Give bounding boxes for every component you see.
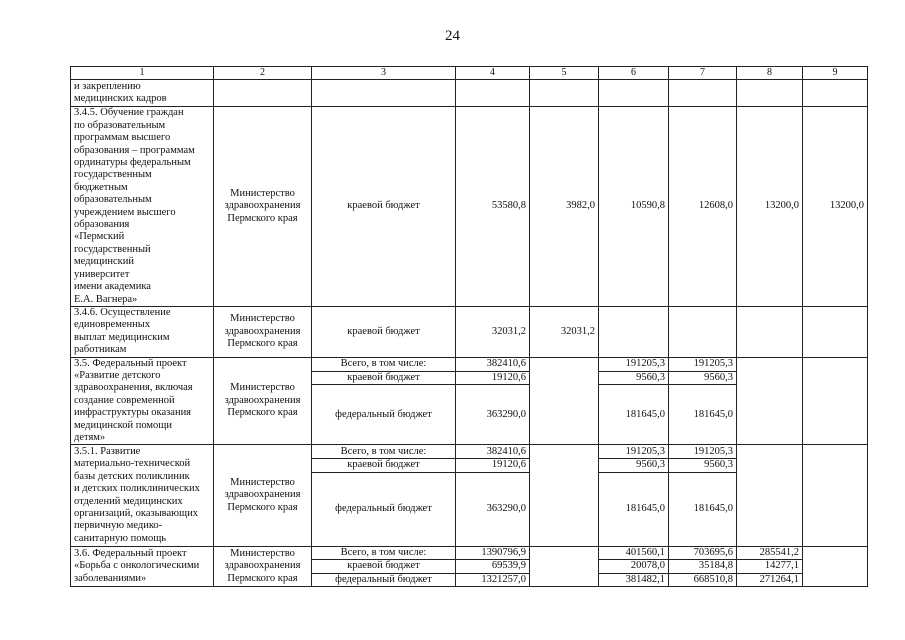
amount-cell: 1321257,0 bbox=[456, 573, 530, 586]
source-cell: краевой бюджет bbox=[312, 459, 456, 472]
activity-cell: и закреплению медицинских кадров bbox=[71, 80, 214, 107]
source-cell: краевой бюджет bbox=[312, 371, 456, 384]
amount-cell: 13200,0 bbox=[803, 107, 868, 307]
executor-cell: Министерство здравоохранения Пермского края bbox=[214, 357, 312, 445]
amount-cell: 1390796,9 bbox=[456, 546, 530, 559]
activity-cell: 3.4.5. Обучение граждан по образовательным программам высшего образования – программам ординатуры федеральным государственным бюджетным образовательным учреждением высшего образования «Пермский государственный медицинский университет имени академика Е.А. Вагнера» bbox=[71, 107, 214, 307]
amount-cell: 19120,6 bbox=[456, 459, 530, 472]
empty-cell bbox=[669, 306, 737, 357]
source-cell: краевой бюджет bbox=[312, 306, 456, 357]
empty-cell bbox=[737, 306, 803, 357]
amount-cell: 181645,0 bbox=[669, 385, 737, 445]
empty-cell bbox=[803, 357, 868, 445]
amount-cell: 382410,6 bbox=[456, 445, 530, 459]
empty-cell bbox=[803, 445, 868, 546]
column-header: 5 bbox=[530, 67, 599, 80]
executor-cell: Министерство здравоохранения Пермского края bbox=[214, 306, 312, 357]
activity-cell: 3.5. Федеральный проект «Развитие детского здравоохранения, включая создание современной инфраструктуры оказания медицинской помощи детям» bbox=[71, 357, 214, 445]
empty-cell bbox=[312, 80, 456, 107]
amount-cell: 9560,3 bbox=[599, 371, 669, 384]
column-header: 7 bbox=[669, 67, 737, 80]
amount-cell: 363290,0 bbox=[456, 385, 530, 445]
amount-cell: 19120,6 bbox=[456, 371, 530, 384]
executor-cell: Министерство здравоохранения Пермского края bbox=[214, 546, 312, 586]
column-header: 2 bbox=[214, 67, 312, 80]
empty-cell bbox=[599, 306, 669, 357]
amount-cell: 69539,9 bbox=[456, 560, 530, 573]
amount-cell: 271264,1 bbox=[737, 573, 803, 586]
empty-cell bbox=[214, 80, 312, 107]
source-cell: Всего, в том числе: bbox=[312, 357, 456, 371]
amount-cell: 668510,8 bbox=[669, 573, 737, 586]
empty-cell bbox=[456, 80, 530, 107]
table-header-row bbox=[71, 67, 868, 80]
budget-table bbox=[70, 66, 868, 587]
column-header: 6 bbox=[599, 67, 669, 80]
activity-cell: 3.6. Федеральный проект «Борьба с онкологическими заболеваниями» bbox=[71, 546, 214, 586]
empty-cell bbox=[803, 306, 868, 357]
table-row bbox=[71, 357, 868, 371]
empty-cell bbox=[737, 357, 803, 445]
executor-cell: Министерство здравоохранения Пермского края bbox=[214, 107, 312, 307]
amount-cell: 35184,8 bbox=[669, 560, 737, 573]
page-number: 24 bbox=[445, 28, 460, 44]
table-row bbox=[71, 306, 868, 357]
amount-cell: 32031,2 bbox=[456, 306, 530, 357]
amount-cell: 181645,0 bbox=[599, 385, 669, 445]
column-header: 9 bbox=[803, 67, 868, 80]
empty-cell bbox=[737, 80, 803, 107]
source-cell: федеральный бюджет bbox=[312, 385, 456, 445]
amount-cell: 191205,3 bbox=[599, 357, 669, 371]
amount-cell: 14277,1 bbox=[737, 560, 803, 573]
empty-cell bbox=[669, 80, 737, 107]
amount-cell: 181645,0 bbox=[599, 472, 669, 546]
amount-cell: 181645,0 bbox=[669, 472, 737, 546]
amount-cell: 285541,2 bbox=[737, 546, 803, 559]
amount-cell: 401560,1 bbox=[599, 546, 669, 559]
source-cell: Всего, в том числе: bbox=[312, 445, 456, 459]
amount-cell: 32031,2 bbox=[530, 306, 599, 357]
source-cell: федеральный бюджет bbox=[312, 472, 456, 546]
amount-cell: 9560,3 bbox=[599, 459, 669, 472]
column-header: 3 bbox=[312, 67, 456, 80]
empty-cell bbox=[599, 80, 669, 107]
amount-cell: 3982,0 bbox=[530, 107, 599, 307]
table-row bbox=[71, 107, 868, 307]
column-header: 8 bbox=[737, 67, 803, 80]
empty-cell bbox=[803, 546, 868, 586]
activity-cell: 3.5.1. Развитие материально-технической базы детских поликлиник и детских поликлинических отделений медицинских организаций, оказывающих первичную медико- санитарную помощь bbox=[71, 445, 214, 546]
column-header: 1 bbox=[71, 67, 214, 80]
amount-cell: 191205,3 bbox=[669, 357, 737, 371]
empty-cell bbox=[530, 445, 599, 546]
table-row bbox=[71, 445, 868, 459]
amount-cell: 191205,3 bbox=[599, 445, 669, 459]
empty-cell bbox=[530, 80, 599, 107]
amount-cell: 10590,8 bbox=[599, 107, 669, 307]
amount-cell: 13200,0 bbox=[737, 107, 803, 307]
amount-cell: 12608,0 bbox=[669, 107, 737, 307]
empty-cell bbox=[530, 357, 599, 445]
amount-cell: 703695,6 bbox=[669, 546, 737, 559]
amount-cell: 20078,0 bbox=[599, 560, 669, 573]
source-cell: краевой бюджет bbox=[312, 107, 456, 307]
amount-cell: 363290,0 bbox=[456, 472, 530, 546]
amount-cell: 382410,6 bbox=[456, 357, 530, 371]
amount-cell: 191205,3 bbox=[669, 445, 737, 459]
source-cell: Всего, в том числе: bbox=[312, 546, 456, 559]
activity-cell: 3.4.6. Осуществление единовременных выплат медицинским работникам bbox=[71, 306, 214, 357]
amount-cell: 9560,3 bbox=[669, 459, 737, 472]
source-cell: федеральный бюджет bbox=[312, 573, 456, 586]
source-cell: краевой бюджет bbox=[312, 560, 456, 573]
amount-cell: 53580,8 bbox=[456, 107, 530, 307]
empty-cell bbox=[803, 80, 868, 107]
executor-cell: Министерство здравоохранения Пермского края bbox=[214, 445, 312, 546]
amount-cell: 9560,3 bbox=[669, 371, 737, 384]
table-row bbox=[71, 546, 868, 559]
empty-cell bbox=[530, 546, 599, 586]
column-header: 4 bbox=[456, 67, 530, 80]
table-row bbox=[71, 80, 868, 107]
amount-cell: 381482,1 bbox=[599, 573, 669, 586]
empty-cell bbox=[737, 445, 803, 546]
